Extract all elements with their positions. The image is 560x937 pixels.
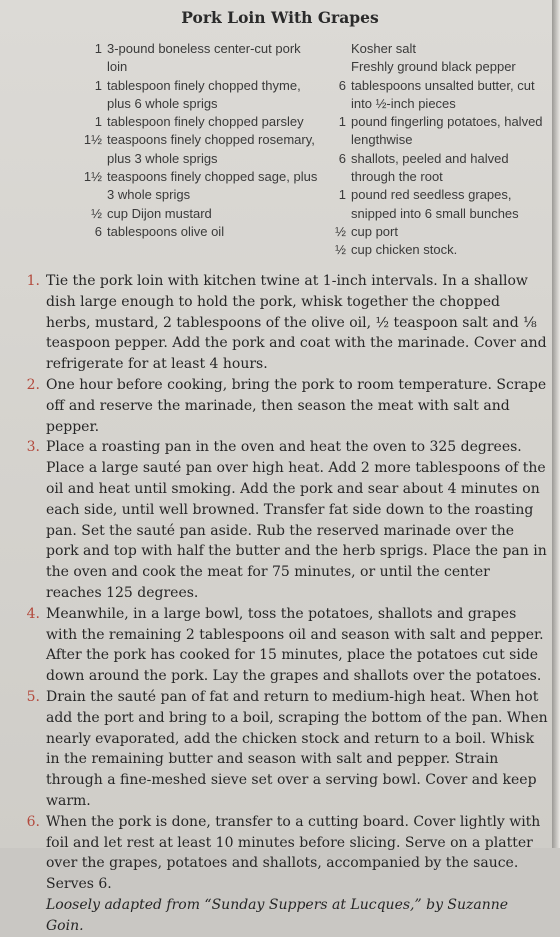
ingredient-text: pound fingerling potatoes, halved lengthwise: [351, 114, 543, 148]
ingredient-text: cup chicken stock.: [351, 242, 458, 258]
ingredient-quantity: [318, 40, 351, 58]
ingredient-quantity: [318, 58, 351, 76]
ingredient-item: [318, 223, 548, 241]
ingredient-quantity: 1: [338, 187, 346, 203]
instruction-step: [10, 437, 548, 603]
ingredient-quantity: 1: [338, 114, 346, 130]
instruction-step: [10, 604, 548, 687]
ingredient-quantity: ½: [335, 242, 346, 258]
ingredient-quantity: 1: [94, 114, 102, 130]
ingredients-right-column: [318, 40, 548, 260]
ingredient-item: [52, 223, 320, 241]
ingredient-item: [52, 131, 320, 168]
instruction-step: [10, 812, 548, 937]
step-text: One hour before cooking, bring the pork to room temperature. Scrape off and reserve the marinade, then season the meat with salt and pepper.: [46, 376, 547, 435]
ingredient-quantity: ½: [91, 205, 102, 221]
recipe-title: Pork Loin With Grapes: [181, 8, 379, 27]
step-number: 6.: [26, 813, 40, 830]
ingredient-quantity: 6: [338, 77, 346, 93]
ingredient-text: pound red seedless grapes, snipped into 6 small bunches: [351, 187, 519, 221]
ingredient-item: [318, 150, 548, 187]
ingredient-text: teaspoons finely chopped sage, plus 3 whole sprigs: [107, 169, 318, 203]
step-text: Place a roasting pan in the oven and heat the oven to 325 degrees. Place a large sauté pan over high heat. Add 2 more tablespoons of the oil and heat until smoking. Add the pork and sear about 4 minutes on each side, until well browned. Transfer fat side down to the roasting pan. Set the sauté pan aside. Rub the reserved marinade over the pork and top with half the butter and the herb sprigs. Place the pan in the oven and cook the meat for 75 minutes, or until the center reaches 125 degrees.: [46, 439, 547, 601]
step-number: 2.: [26, 376, 40, 393]
ingredients-left-column: [52, 40, 320, 241]
ingredient-item: [318, 113, 548, 150]
instruction-step: [10, 271, 548, 375]
ingredient-text: Freshly ground black pepper: [351, 59, 516, 75]
ingredient-item: [318, 58, 548, 76]
ingredient-item: [318, 40, 548, 58]
ingredient-text: shallots, peeled and halved through the root: [351, 150, 509, 185]
ingredient-text: tablespoons unsalted butter, cut into ½-inch pieces: [351, 77, 535, 111]
step-text: Drain the sauté pan of fat and return to medium-high heat. When hot add the port and bring to a boil, scraping the bottom of the pan. When nearly evaporated, add the chicken stock and return to a boil. Whisk in the remaining butter and season with salt and pepper. Strain through a fine-meshed sieve set over a serving bowl. Cover and keep warm.: [46, 688, 548, 809]
step-number: 4.: [26, 605, 40, 622]
ingredient-quantity: 1½: [83, 132, 102, 148]
instruction-step: [10, 375, 548, 437]
instructions: [10, 271, 548, 937]
ingredient-text: Kosher salt: [351, 41, 417, 56]
step-number: 3.: [26, 439, 40, 456]
instruction-step: [10, 687, 548, 812]
ingredient-quantity: ½: [335, 223, 346, 239]
ingredient-text: cup port: [351, 223, 398, 239]
ingredient-text: tablespoons olive oil: [107, 223, 225, 239]
step-text: Tie the pork loin with kitchen twine at 1-inch intervals. In a shallow dish large enough to hold the pork, whisk together the chopped herbs, mustard, 2 tablespoons of the olive oil, ½ teaspoon salt and ⅛ teaspoon pepper. Add the pork and coat with the marinade. Cover and refrigerate for at least 4 hours.: [46, 273, 547, 373]
ingredient-quantity: 1: [94, 77, 102, 93]
step-text: Meanwhile, in a large bowl, toss the potatoes, shallots and grapes with the remaining 2 tablespoons oil and season with salt and pepper. After the pork has cooked for 15 minutes, place the potatoes cut side down around the pork. Lay the grapes and shallots over the potatoes.: [46, 605, 544, 685]
step-number: 1.: [26, 273, 40, 289]
ingredient-item: [52, 113, 320, 131]
step-text: When the pork is done, transfer to a cutting board. Cover lightly with foil and let rest at least 10 minutes before slicing. Serve on a platter over the grapes, potatoes and shallots, accompanied by the sauce. Serves 6.: [46, 813, 541, 893]
ingredient-quantity: 1½: [83, 169, 102, 185]
ingredient-item: [52, 77, 320, 114]
ingredient-item: [318, 241, 548, 259]
ingredient-text: 3-pound boneless center-cut pork loin: [107, 41, 301, 75]
ingredient-item: [52, 205, 320, 223]
ingredient-item: [318, 186, 548, 223]
ingredient-quantity: 6: [94, 223, 102, 239]
ingredient-text: tablespoon finely chopped thyme, plus 6 whole sprigs: [107, 77, 301, 111]
ingredient-item: [52, 40, 320, 77]
ingredient-text: teaspoons finely chopped rosemary, plus 3 whole sprigs: [107, 132, 315, 166]
ingredient-text: tablespoon finely chopped parsley: [107, 114, 304, 130]
recipe-credit: Loosely adapted from “Sunday Suppers at Lucques,” by Suzanne Goin.: [46, 896, 509, 934]
ingredient-quantity: 6: [338, 150, 346, 166]
paper-edge: [552, 0, 560, 848]
step-number: 5.: [26, 688, 40, 705]
ingredient-item: [52, 168, 320, 205]
ingredient-quantity: 1: [94, 41, 102, 56]
ingredient-item: [318, 77, 548, 114]
ingredient-text: cup Dijon mustard: [107, 205, 212, 221]
